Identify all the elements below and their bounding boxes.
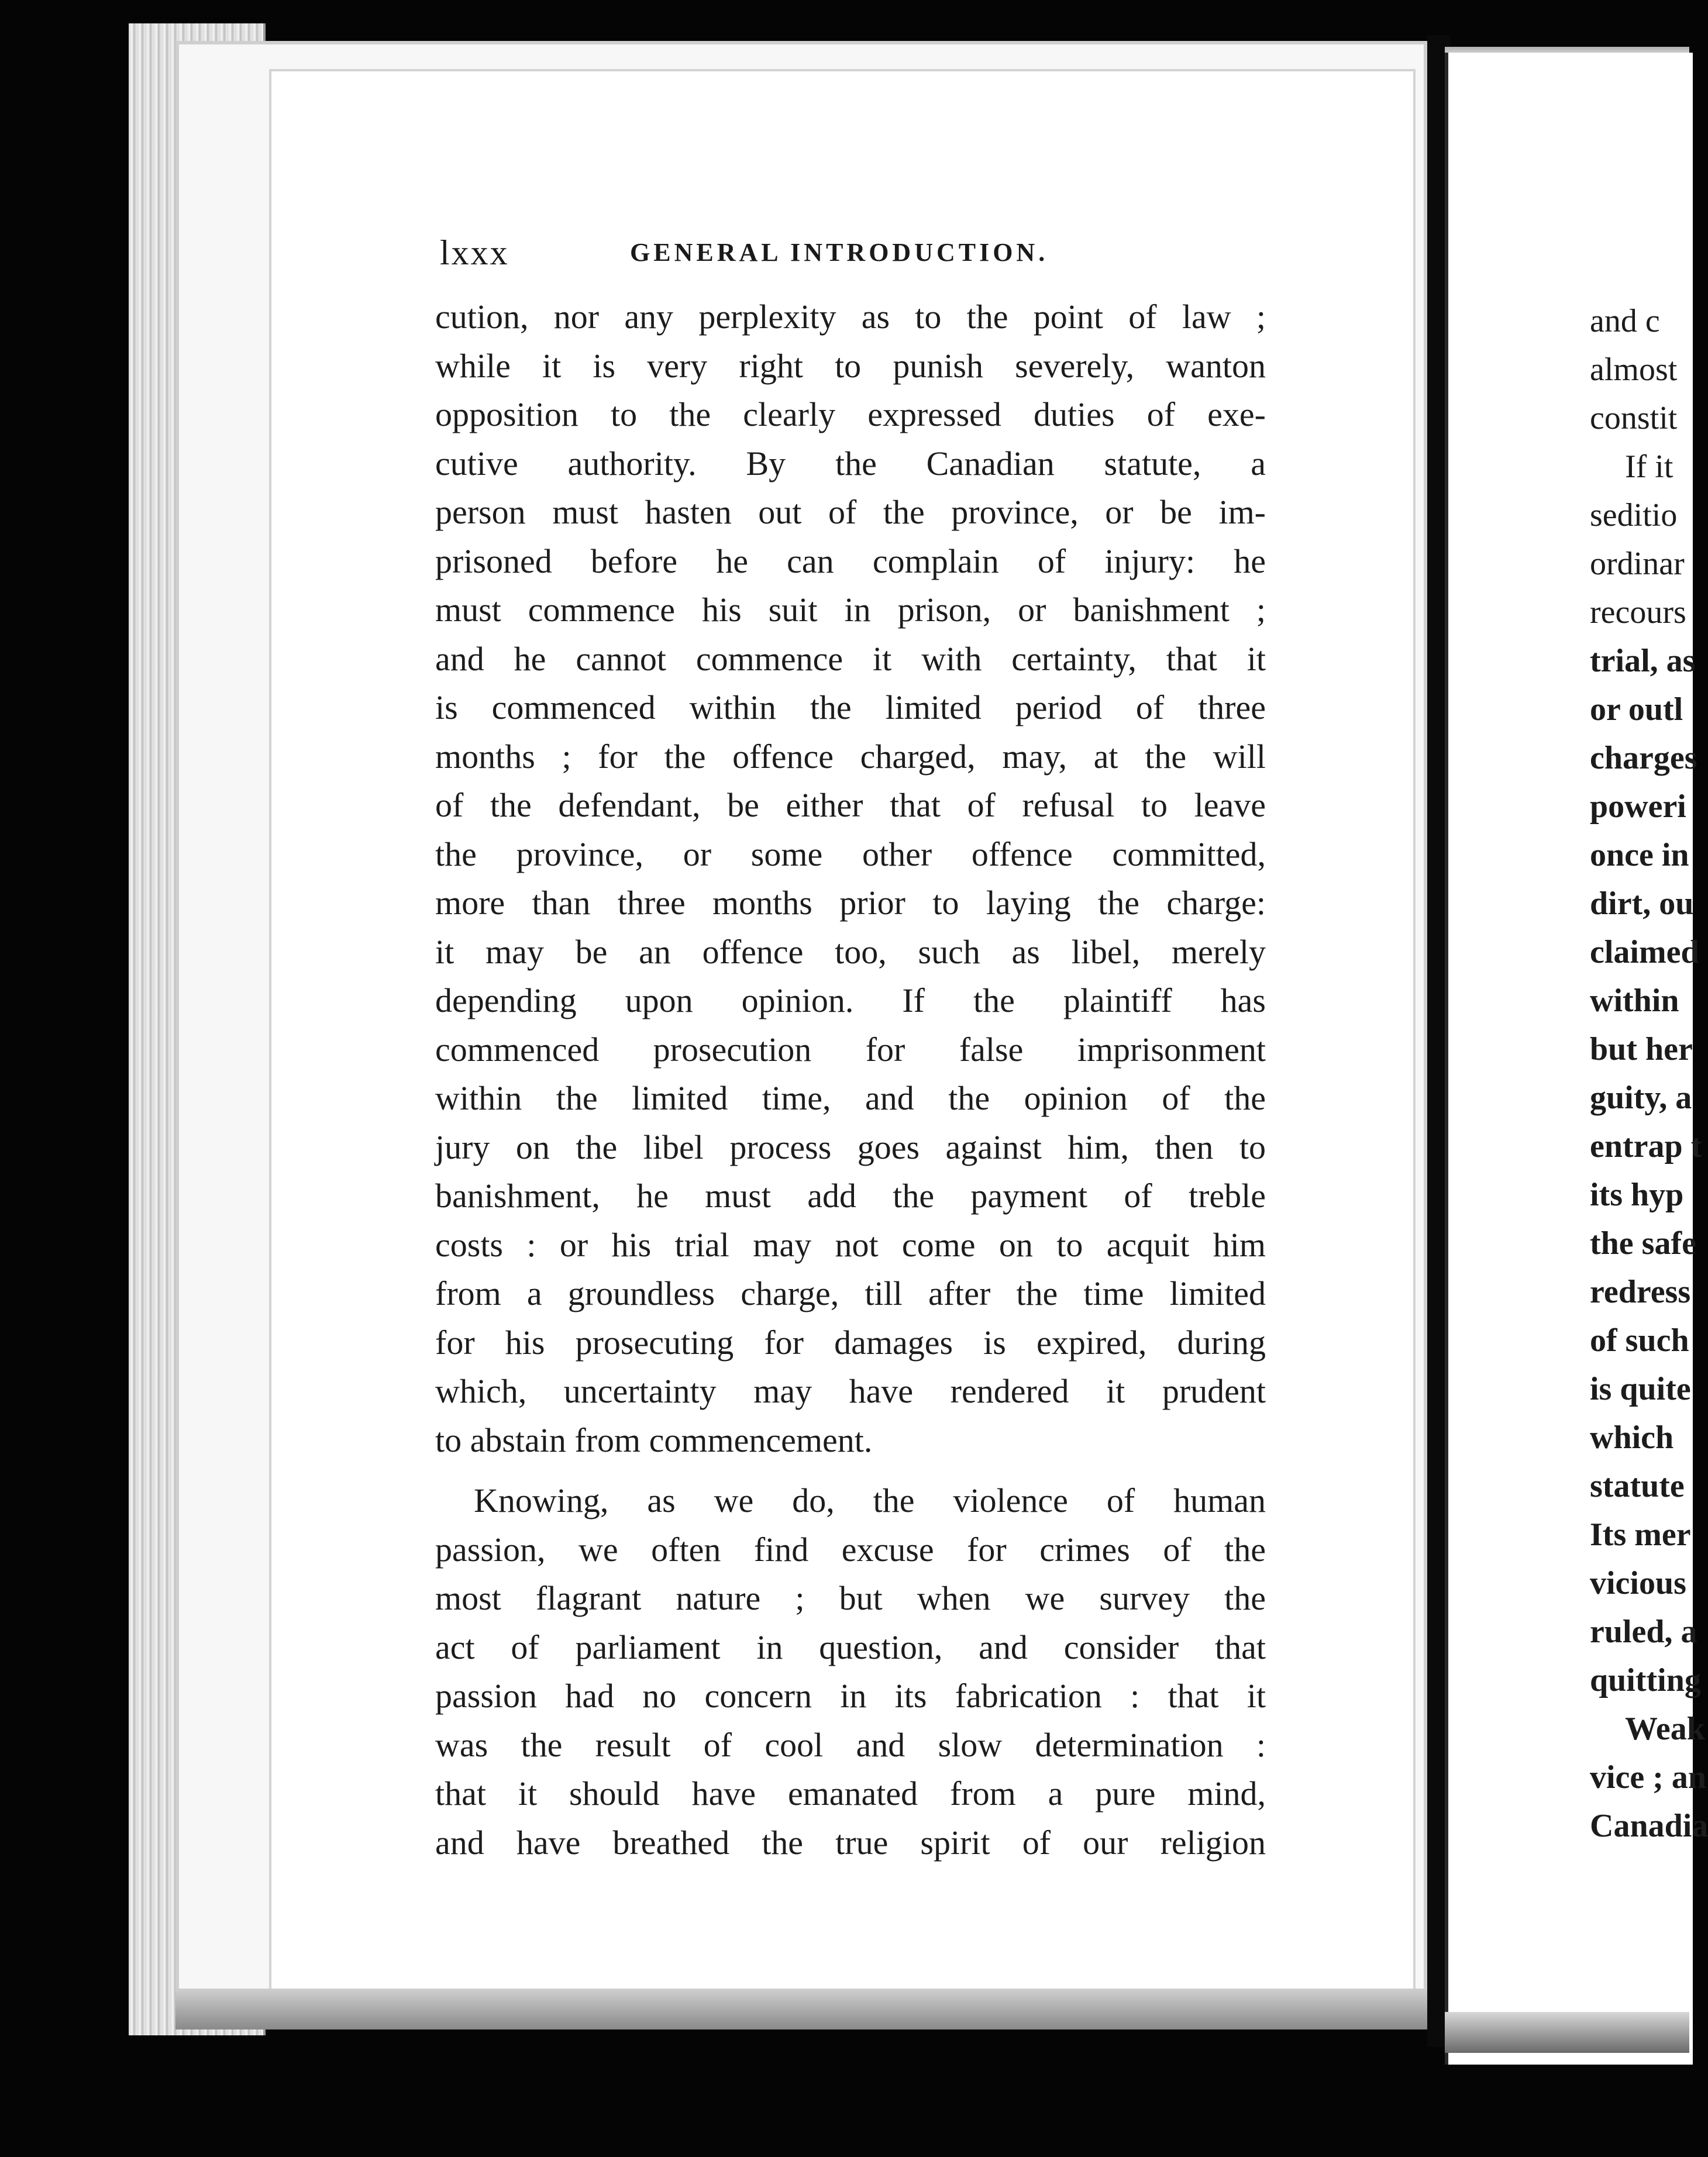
text-line: depending upon opinion. If the plaintiff has [435, 981, 1266, 1019]
fragment-line: Its mer [1590, 1517, 1691, 1553]
running-head [440, 233, 1159, 274]
page-bottom-edge [175, 1989, 1427, 2029]
text-line: is commenced within the limited period of three [435, 688, 1266, 726]
text-line: cution, nor any perplexity as to the point of law ; [435, 298, 1266, 336]
text-line: to abstain from commencement. [435, 1421, 873, 1459]
text-line: Knowing, as we do, the violence of human [474, 1481, 1266, 1519]
fragment-line: the safe [1590, 1225, 1696, 1262]
fragment-line: within [1590, 983, 1679, 1019]
text-line: passion had no concern in its fabrication : that it [435, 1677, 1266, 1715]
text-line: jury on the libel process goes against him, then to [435, 1128, 1266, 1166]
text-line: act of parliament in question, and consider that [435, 1628, 1266, 1666]
fragment-line: vicious [1590, 1565, 1686, 1601]
fragment-line: If it [1625, 449, 1673, 485]
fragment-line: seditio [1590, 497, 1678, 533]
text-line: opposition to the clearly expressed duties of exe- [435, 395, 1266, 433]
page-number: lxxx [440, 233, 509, 272]
fragment-line: and c [1590, 303, 1660, 339]
fragment-line: is quite [1590, 1371, 1691, 1407]
fragment-line: vice ; an [1590, 1759, 1707, 1796]
text-line: passion, we often find excuse for crimes of the [435, 1530, 1266, 1569]
text-line: of the defendant, be either that of refusal to leave [435, 786, 1266, 824]
text-line: costs : or his trial may not come on to acquit him [435, 1225, 1266, 1264]
text-line: and have breathed the true spirit of our religion [435, 1823, 1266, 1862]
text-line: banishment, he must add the payment of treble [435, 1177, 1266, 1215]
fragment-line: but her [1590, 1031, 1693, 1067]
left-page-text [435, 292, 1266, 1867]
fragment-line: recours [1590, 594, 1686, 630]
text-line: must commence his suit in prison, or banishment ; [435, 591, 1266, 629]
fragment-line: ordinar [1590, 546, 1685, 582]
fragment-line: its hyp [1590, 1177, 1684, 1213]
fragment-line: almost [1590, 352, 1678, 388]
fragment-line: once in [1590, 837, 1689, 873]
text-line: within the limited time, and the opinion of the [435, 1079, 1266, 1117]
scan-speck [27, 1866, 40, 1875]
fragment-line: statute [1590, 1468, 1685, 1504]
fragment-line: charges [1590, 740, 1697, 776]
fragment-line: Weak [1625, 1711, 1705, 1747]
fragment-line: ruled, a [1590, 1614, 1697, 1650]
fragment-line: poweri [1590, 788, 1686, 825]
text-line: which, uncertainty may have rendered it prudent [435, 1372, 1266, 1410]
fragment-line: trial, as [1590, 643, 1696, 679]
text-line: the province, or some other offence committed, [435, 835, 1266, 873]
fragment-line: entrap t [1590, 1128, 1702, 1164]
fragment-line: claimed [1590, 934, 1699, 970]
text-line: it may be an offence too, such as libel, merely [435, 932, 1266, 971]
running-title: GENERAL INTRODUCTION. [630, 238, 1049, 267]
text-line: commenced prosecution for false imprisonment [435, 1030, 1266, 1069]
text-line: person must hasten out of the province, or be im- [435, 493, 1266, 531]
text-line: from a groundless charge, till after the time limited [435, 1274, 1266, 1312]
text-line: was the result of cool and slow determination : [435, 1725, 1266, 1764]
text-line: more than three months prior to laying the charge: [435, 884, 1266, 922]
text-line: cutive authority. By the Canadian statute, a [435, 444, 1266, 483]
fragment-line: redress [1590, 1274, 1691, 1310]
fragment-line: quitting [1590, 1662, 1701, 1698]
text-line: while it is very right to punish severely, wanton [435, 346, 1266, 385]
text-line: months ; for the offence charged, may, at the will [435, 737, 1266, 776]
text-line: most flagrant nature ; but when we survey the [435, 1579, 1266, 1617]
fragment-line: of such [1590, 1322, 1689, 1359]
text-line: prisoned before he can complain of injury: he [435, 542, 1266, 580]
fragment-line: guity, a [1590, 1080, 1692, 1116]
text-line: that it should have emanated from a pure mind, [435, 1774, 1266, 1813]
right-page-bottom-edge [1445, 2012, 1689, 2053]
fragment-line: dirt, ou [1590, 885, 1694, 922]
fragment-line: Canadia [1590, 1808, 1708, 1844]
fragment-line: constit [1590, 400, 1678, 436]
fragment-line: which [1590, 1419, 1674, 1456]
right-page-text [1590, 297, 1708, 1851]
text-line: and he cannot commence it with certainty, that it [435, 639, 1266, 678]
fragment-line: or outl [1590, 691, 1683, 728]
text-line: for his prosecuting for damages is expired, during [435, 1323, 1266, 1362]
